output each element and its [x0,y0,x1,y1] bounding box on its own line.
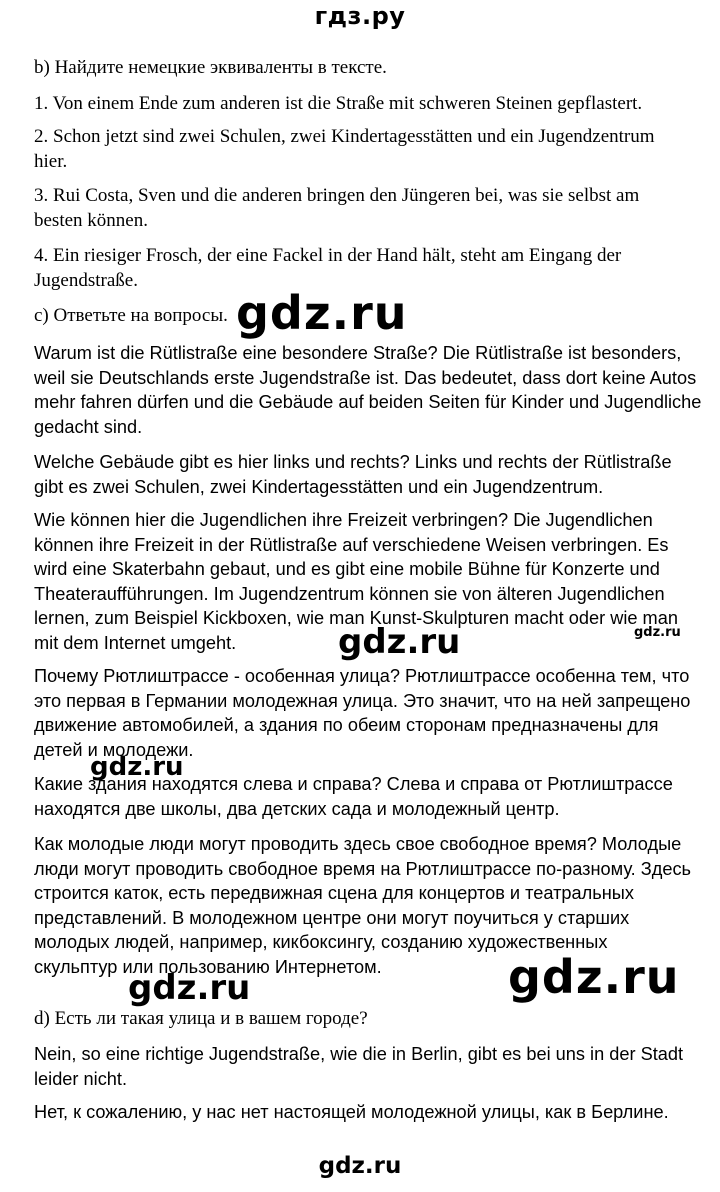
section-b-item-4: 4. Ein riesiger Frosch, der eine Fackel in der Hand hält, steht am Eingang der Jugendstraße. [34,245,622,291]
answer-ru-2: Какие здания находятся слева и справа? Слева и справа от Рютлиштрассе находятся две школы, два детских сада и молодежный центр. [34,774,673,819]
section-b-heading: b) Найдите немецкие эквиваленты в тексте. [34,57,387,78]
answer-d-de: Nein, so eine richtige Jugendstraße, wie die in Berlin, gibt es bei uns in der Stadt leider nicht. [34,1044,684,1089]
section-b-item-2: 2. Schon jetzt sind zwei Schulen, zwei Kindertagesstätten und ein Jugendzentrum hier. [34,126,655,172]
answer-de-1: Warum ist die Rütlistraße eine besondere Straße? Die Rütlistraße ist besonders, weil sie Deutschlands erste Jugendstraße ist. Das bedeutet, dass dort keine Autos mehr fahren dürfen und die Gebäude auf beiden Seiten für Kinder und Jugendliche gedacht sind. [34,343,702,437]
answer-d-ru: Нет, к сожалению, у нас нет настоящей молодежной улицы, как в Берлине. [34,1102,669,1122]
watermark-logo: gdz.ru [508,950,680,1004]
watermark-logo: gdz.ru [634,625,681,640]
section-b-item-3: 3. Rui Costa, Sven und die anderen bringen den Jüngeren bei, was sie selbst am besten können. [34,185,640,231]
answer-de-2: Welche Gebäude gibt es hier links und rechts? Links und rechts der Rütlistraße gibt es zwei Schulen, zwei Kindertagesstätten und ein Jugendzentrum. [34,452,672,497]
page-footer: gdz.ru [318,1153,402,1179]
section-c-heading: c) Ответьте на вопросы. [34,305,228,326]
answer-ru-1: Почему Рютлиштрассе - особенная улица? Рютлиштрассе особенна тем, что это первая в Германии молодежная улица. Это значит, что на ней запрещено движение автомобилей, а здания по обеим сторонам предназначены для детей и молодежи. [34,666,691,760]
page-header: гдз.ру [314,2,406,30]
watermark-logo: gdz.ru [338,622,461,662]
section-d-heading: d) Есть ли такая улица и в вашем городе? [34,1008,368,1029]
section-b-item-1: 1. Von einem Ende zum anderen ist die Straße mit schweren Steinen gepflastert. [34,93,643,114]
watermark-logo: gdz.ru [90,752,184,782]
watermark-logo: gdz.ru [128,968,251,1008]
watermark-logo: gdz.ru [236,286,408,340]
answer-de-3: Wie können hier die Jugendlichen ihre Freizeit verbringen? Die Jugendlichen können ihre Freizeit in der Rütlistraße auf verschiedene Weisen verbringen. Es wird eine Skaterbahn gebaut, und es gibt eine mobile Bühne für Konzerte und Theateraufführungen. Im Jugendzentrum können sie von älteren Jugendlichen lernen, zum Beispiel Kickboxen, wie man Kunst-Skulpturen macht oder wie man mit dem Internet umgeht. [34,510,678,653]
answer-ru-3: Как молодые люди могут проводить здесь свое свободное время? Молодые люди могут проводить свободное время на Рютлиштрассе по-разному. Здесь строится каток, есть передвижная сцена для концертов и театральных представлений. В молодежном центре они могут поучиться у старших молодых людей, например, кикбоксингу, созданию художественных скульптур или пользованию Интернетом. [34,834,692,977]
